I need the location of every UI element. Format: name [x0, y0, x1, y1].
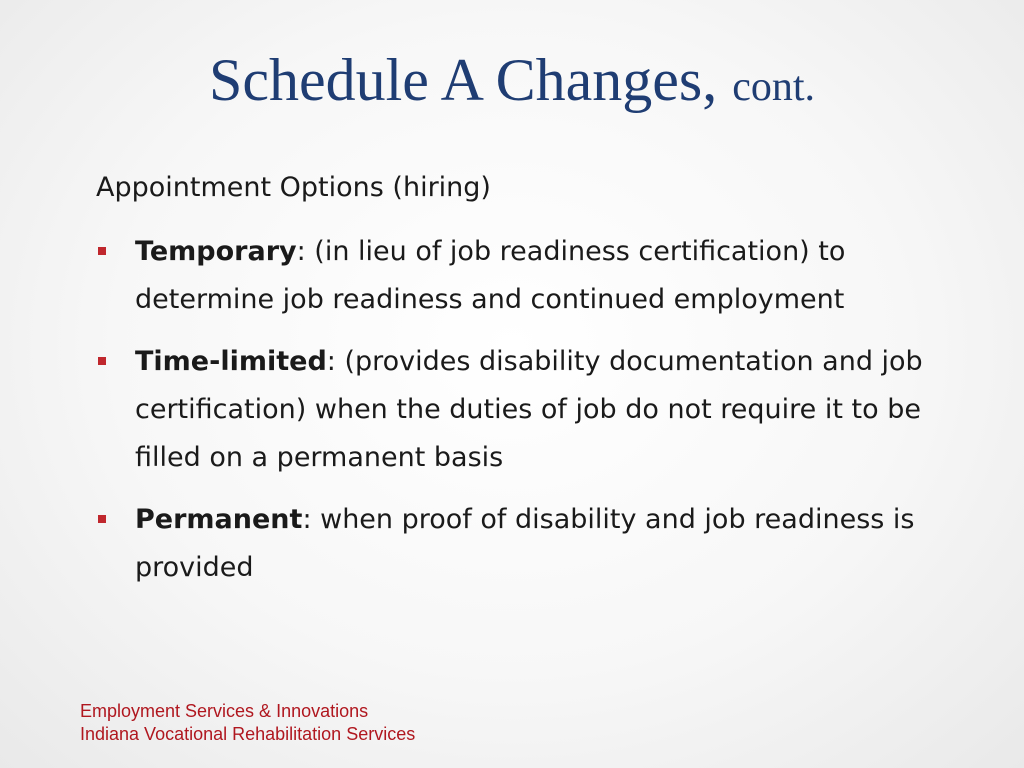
- slide-body: [96, 170, 956, 606]
- bullet-term: Time-limited: [135, 346, 327, 377]
- bullet-term: Permanent: [135, 504, 303, 535]
- bullet-term: Temporary: [135, 236, 297, 267]
- bullet-permanent: [96, 496, 956, 592]
- slide-footer: [80, 700, 415, 746]
- footer-organization: Employment Services & Innovations: [80, 701, 369, 721]
- footer-agency: Indiana Vocational Rehabilitation Services: [80, 724, 416, 744]
- bullet-text: : (provides disability documentation and job certification) when the duties of job do not require it to be filled on a permanent basis: [135, 346, 923, 473]
- bullet-temporary: [96, 228, 956, 324]
- slide-title: [0, 44, 1024, 123]
- square-bullet-icon: [98, 515, 106, 523]
- bullet-text: : when proof of disability and job readiness is provided: [135, 504, 915, 583]
- slide-title-suffix: cont.: [732, 64, 816, 110]
- square-bullet-icon: [98, 357, 106, 365]
- bullet-time-limited: [96, 338, 956, 482]
- bullet-text: : (in lieu of job readiness certification) to determine job readiness and continued employment: [135, 236, 846, 315]
- slide-title-main: Schedule A Changes,: [208, 47, 718, 113]
- square-bullet-icon: [98, 247, 106, 255]
- intro-text: Appointment Options (hiring): [96, 172, 491, 203]
